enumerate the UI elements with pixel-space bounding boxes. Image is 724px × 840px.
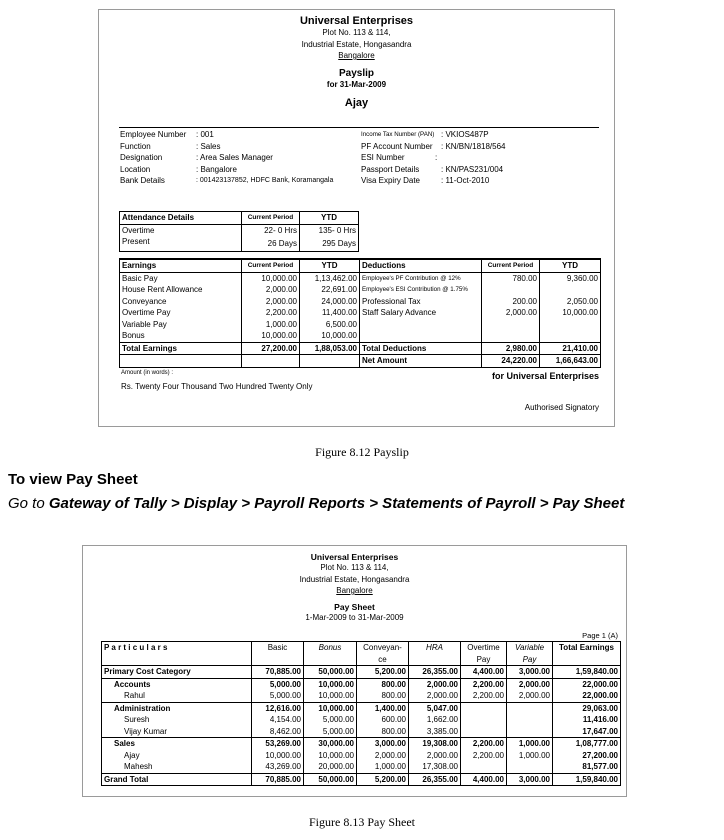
cell: 26,355.00: [409, 773, 461, 786]
table-row: [102, 761, 621, 773]
attendance-header: YTD: [300, 212, 359, 225]
table-row: [102, 702, 621, 714]
cell: 2,000.00: [507, 690, 553, 702]
cell: [507, 761, 553, 773]
detail-label: Passport Details: [361, 164, 420, 174]
row-label: Suresh: [102, 714, 252, 726]
table-row: [102, 714, 621, 726]
paysheet-title: Pay Sheet: [334, 601, 375, 612]
cell: 780.00: [482, 272, 540, 284]
cell: 10,000.00: [540, 307, 601, 319]
earnings-header: YTD: [300, 259, 360, 272]
cell: Variable Pay: [120, 319, 242, 331]
paysheet-header: [83, 552, 626, 623]
cell: 2,200.00: [461, 750, 507, 762]
cell: 22,691.00: [300, 284, 360, 296]
cell: 22- 0 Hrs: [242, 224, 300, 236]
cell: Total Earnings: [120, 342, 242, 355]
table-row: [120, 236, 359, 251]
col-header: Conveyan-ce: [357, 642, 409, 666]
employee-details-right: [361, 129, 505, 187]
cell: 26,355.00: [409, 666, 461, 679]
cell: 2,000.00: [409, 678, 461, 690]
cell: 27,200.00: [242, 342, 300, 355]
cell: 5,047.00: [409, 702, 461, 714]
company-name: Universal Enterprises: [299, 15, 414, 27]
address-line: Industrial Estate, Hongasandra: [301, 39, 412, 49]
cell: 5,200.00: [357, 773, 409, 786]
detail-value: : 001: [196, 130, 214, 139]
deductions-header: Current Period: [482, 259, 540, 272]
cell: 3,000.00: [507, 773, 553, 786]
col-header: HRA: [409, 642, 461, 666]
cell: 2,000.00: [482, 307, 540, 319]
cell: [461, 726, 507, 738]
detail-value: : KN/PAS231/004: [441, 164, 504, 174]
address-line: Plot No. 113 & 114,: [322, 28, 391, 37]
cell: 800.00: [357, 690, 409, 702]
row-label: Sales: [102, 738, 252, 750]
cell: 5,200.00: [357, 666, 409, 679]
col-header: Bonus: [304, 642, 357, 666]
company-name: Universal Enterprises: [310, 552, 399, 562]
cell: 200.00: [482, 296, 540, 308]
attendance-header: Attendance Details: [120, 212, 242, 225]
cell: Staff Salary Advance: [360, 307, 482, 319]
cell: [482, 284, 540, 296]
cell: 2,000.00: [242, 284, 300, 296]
table-row: [120, 296, 601, 308]
cell: [461, 714, 507, 726]
paysheet-body: [102, 666, 621, 774]
cell: 1,66,643.00: [540, 355, 601, 368]
cell: 2,980.00: [482, 342, 540, 355]
cell: 43,269.00: [252, 761, 304, 773]
col-header: P a r t i c u l a r s: [102, 642, 252, 666]
row-label: Mahesh: [102, 761, 252, 773]
figure-caption: Figure 8.13 Pay Sheet: [309, 815, 415, 829]
cell: 1,08,777.00: [553, 738, 621, 750]
cell: 10,000.00: [304, 690, 357, 702]
cell: 135- 0 Hrs: [300, 224, 359, 236]
cell: 29,063.00: [553, 702, 621, 714]
cell: 17,647.00: [553, 726, 621, 738]
row-label: Vijay Kumar: [102, 726, 252, 738]
detail-label: PF Account Number: [361, 141, 433, 151]
payslip-panel: [98, 9, 615, 427]
attendance-table: [119, 211, 359, 252]
cell: 27,200.00: [553, 750, 621, 762]
detail-label: Bank Details: [120, 176, 165, 186]
attendance-header: Current Period: [242, 212, 300, 225]
cell: Overtime Pay: [120, 307, 242, 319]
cell: House Rent Allowance: [120, 284, 242, 296]
address-line: Industrial Estate, Hongasandra: [299, 574, 410, 584]
table-row: [102, 666, 621, 679]
cell: 4,400.00: [461, 666, 507, 679]
cell: 11,400.00: [300, 307, 360, 319]
path-prefix: Go to: [8, 495, 49, 512]
detail-value: : 001423137852, HDFC Bank, Koramangala: [196, 177, 334, 185]
total-row: [120, 342, 601, 355]
cell: 5,000.00: [252, 690, 304, 702]
detail-label: Income Tax Number (PAN): [361, 131, 435, 138]
table-row: [120, 284, 601, 296]
cell: 4,154.00: [252, 714, 304, 726]
cell: 1,000.00: [357, 761, 409, 773]
detail-label: Employee Number: [120, 130, 187, 139]
table-row: [120, 224, 359, 236]
cell: 1,13,462.00: [300, 272, 360, 284]
cell: 10,000.00: [304, 702, 357, 714]
cell: 21,410.00: [540, 342, 601, 355]
cell: Grand Total: [102, 773, 252, 786]
cell: Overtime: [120, 224, 242, 236]
cell: Net Amount: [360, 355, 482, 368]
cell: 4,400.00: [461, 773, 507, 786]
cell: 10,000.00: [252, 750, 304, 762]
cell: [507, 714, 553, 726]
row-label: Administration: [102, 702, 252, 714]
cell: 53,269.00: [252, 738, 304, 750]
detail-value: : KN/BN/1818/564: [441, 141, 506, 151]
col-header: Total Earnings: [553, 642, 621, 666]
detail-label: Location: [120, 164, 151, 174]
cell: [461, 702, 507, 714]
cell: 2,200.00: [461, 738, 507, 750]
address-line: Plot No. 113 & 114,: [320, 563, 389, 572]
cell: 5,000.00: [252, 678, 304, 690]
cell: 2,000.00: [409, 690, 461, 702]
cell: 2,200.00: [242, 307, 300, 319]
table-row: [120, 272, 601, 284]
amount-words-label: Amount (in words) :: [121, 370, 174, 376]
row-label: Rahul: [102, 690, 252, 702]
figure-caption: Figure 8.12 Payslip: [315, 445, 409, 459]
table-row: [120, 330, 601, 342]
cell: 26 Days: [242, 236, 300, 251]
cell: 2,200.00: [461, 690, 507, 702]
row-label: Ajay: [102, 750, 252, 762]
detail-label: Designation: [120, 153, 163, 163]
cell: 295 Days: [300, 236, 359, 251]
cell: 70,885.00: [252, 666, 304, 679]
earnings-deductions-table: [119, 258, 601, 368]
detail-label: ESI Number: [361, 153, 405, 163]
cell: 2,000.00: [409, 750, 461, 762]
detail-value: : 11-Oct-2010: [441, 176, 490, 186]
cell: Basic Pay: [120, 272, 242, 284]
cell: 10,000.00: [242, 272, 300, 284]
payslip-period: for 31-Mar-2009: [326, 79, 387, 89]
section-heading: To view Pay Sheet: [8, 471, 138, 488]
path-route: Gateway of Tally > Display > Payroll Reports > Statements of Payroll > Pay Sheet: [48, 495, 625, 512]
cell: 8,462.00: [252, 726, 304, 738]
cell: Bonus: [120, 330, 242, 342]
grand-total-row: [102, 773, 621, 786]
for-company: for Universal Enterprises: [491, 371, 599, 381]
detail-value: : Sales: [196, 141, 221, 151]
paysheet-table: [101, 641, 621, 786]
cell: 2,000.00: [507, 678, 553, 690]
amount-words: Rs. Twenty Four Thousand Two Hundred Twenty Only: [121, 382, 313, 391]
cell: 30,000.00: [304, 738, 357, 750]
table-row: [120, 319, 601, 331]
cell: Professional Tax: [360, 296, 482, 308]
cell: 3,000.00: [357, 738, 409, 750]
net-row: [120, 355, 601, 368]
col-header: Basic: [252, 642, 304, 666]
cell: [540, 284, 601, 296]
table-row: [102, 726, 621, 738]
cell: 10,000.00: [242, 330, 300, 342]
cell: 11,416.00: [553, 714, 621, 726]
cell: [461, 761, 507, 773]
cell: 1,400.00: [357, 702, 409, 714]
divider: [119, 127, 599, 128]
signatory: Authorised Signatory: [524, 403, 599, 412]
cell: 20,000.00: [304, 761, 357, 773]
cell: 3,000.00: [507, 666, 553, 679]
detail-label: Visa Expiry Date: [361, 176, 420, 186]
cell: Total Deductions: [360, 342, 482, 355]
cell: [507, 726, 553, 738]
navigation-path: [8, 495, 624, 512]
cell: Present: [120, 236, 242, 251]
page-number: Page 1 (A): [582, 631, 618, 640]
cell: 5,000.00: [304, 714, 357, 726]
cell: 10,000.00: [300, 330, 360, 342]
cell: 2,000.00: [242, 296, 300, 308]
earnings-header: Earnings: [120, 259, 242, 272]
cell: 2,200.00: [461, 678, 507, 690]
cell: 3,385.00: [409, 726, 461, 738]
employee-details-left: [120, 129, 333, 187]
cell: 5,000.00: [304, 726, 357, 738]
cell: 24,000.00: [300, 296, 360, 308]
cell: 9,360.00: [540, 272, 601, 284]
cell: 10,000.00: [304, 750, 357, 762]
employee-name: Ajay: [344, 97, 369, 109]
cell: 1,662.00: [409, 714, 461, 726]
cell: 800.00: [357, 678, 409, 690]
detail-value: : Area Sales Manager: [196, 153, 273, 163]
table-row: [102, 690, 621, 702]
table-row: [120, 307, 601, 319]
cell: 1,88,053.00: [300, 342, 360, 355]
cell: 81,577.00: [553, 761, 621, 773]
cell: 2,050.00: [540, 296, 601, 308]
table-row: [102, 738, 621, 750]
deductions-header: YTD: [540, 259, 601, 272]
detail-label: Function: [120, 141, 151, 151]
cell: 1,000.00: [507, 738, 553, 750]
address-city: Bangalore: [336, 586, 373, 595]
table-row: [102, 750, 621, 762]
cell: Employee's ESI Contribution @ 1.75%: [360, 284, 482, 296]
cell: 70,885.00: [252, 773, 304, 786]
cell: 600.00: [357, 714, 409, 726]
cell: 22,000.00: [553, 678, 621, 690]
detail-value: :: [435, 153, 438, 163]
cell: 1,000.00: [242, 319, 300, 331]
paysheet-panel: [82, 545, 627, 797]
row-label: Accounts: [102, 678, 252, 690]
cell: 6,500.00: [300, 319, 360, 331]
cell: [507, 702, 553, 714]
row-label: Primary Cost Category: [102, 666, 252, 679]
cell: 17,308.00: [409, 761, 461, 773]
cell: 800.00: [357, 726, 409, 738]
cell: Conveyance: [120, 296, 242, 308]
col-header: Variable Pay: [507, 642, 553, 666]
deductions-header: Deductions: [360, 259, 482, 272]
paysheet-period: 1-Mar-2009 to 31-Mar-2009: [305, 612, 404, 622]
detail-value: : Bangalore: [196, 164, 237, 174]
cell: 19,308.00: [409, 738, 461, 750]
earnings-header: Current Period: [242, 259, 300, 272]
address-city: Bangalore: [338, 51, 375, 60]
detail-value: : VKIOS487P: [441, 130, 489, 139]
cell: 24,220.00: [482, 355, 540, 368]
payslip-header: [99, 15, 614, 109]
cell: 1,000.00: [507, 750, 553, 762]
cell: 12,616.00: [252, 702, 304, 714]
cell: 50,000.00: [304, 773, 357, 786]
col-header: Overtime Pay: [461, 642, 507, 666]
cell: 50,000.00: [304, 666, 357, 679]
cell: 22,000.00: [553, 690, 621, 702]
cell: Employee's PF Contribution @ 12%: [360, 272, 482, 284]
cell: 1,59,840.00: [553, 773, 621, 786]
cell: 10,000.00: [304, 678, 357, 690]
cell: 2,000.00: [357, 750, 409, 762]
cell: 1,59,840.00: [553, 666, 621, 679]
table-row: [102, 678, 621, 690]
payslip-title: Payslip: [338, 67, 375, 79]
